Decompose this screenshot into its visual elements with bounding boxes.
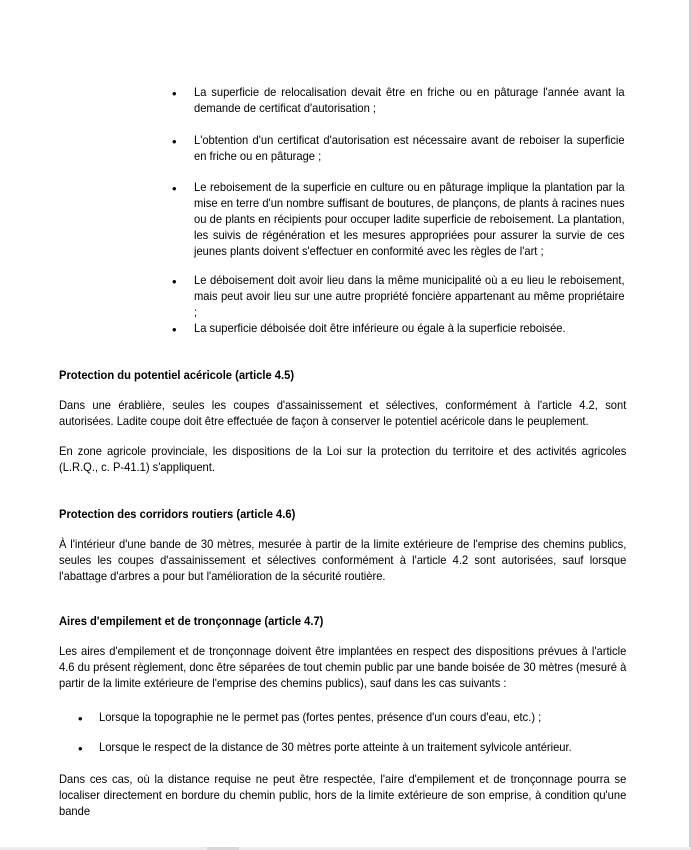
paragraph: À l'intérieur d'une bande de 30 mètres, mesurée à partir de la limite extérieure de l'emprise des chemins publics, seules les coupes d'assainissement et sélectives conformément à l'article 4.2 sont autorisées, sauf lorsque l'abattage d'arbres a pour but l'amélioration de la sécurité routière.: [59, 537, 627, 583]
bullet-marker: •: [172, 274, 177, 289]
bullet-marker: •: [78, 741, 83, 756]
list-item: Le déboisement doit avoir lieu dans la même municipalité où a eu lieu le reboisement, mais peut avoir lieu sur une autre propriété foncière appartenant au même propriétaire ;: [194, 273, 625, 319]
list-item: L'obtention d'un certificat d'autorisation est nécessaire avant de reboiser la superficie en friche ou en pâturage ;: [194, 133, 625, 163]
bullet-marker: •: [172, 86, 177, 101]
bullet-marker: •: [172, 322, 177, 337]
list-item: Lorsque le respect de la distance de 30 mètres porte atteinte à un traitement sylvicole antérieur.: [99, 740, 572, 754]
list-item: Le reboisement de la superficie en culture ou en pâturage implique la plantation par la mise en terre d'un nombre suffisant de boutures, de plançons, de plants à racines nues ou de plants en récipients pour occuper ladite superficie de reboisement. La plantation, les suivis de régénération et les mesures appropriées pour assurer la survie de ces jeunes plants doivent s'effectuer en conformité avec les règles de l'art ;: [194, 180, 625, 258]
bullet-marker: •: [172, 134, 177, 149]
section-heading: Protection des corridors routiers (article 4.6): [59, 507, 296, 521]
list-item: Lorsque la topographie ne le permet pas (fortes pentes, présence d'un cours d'eau, etc.) ;: [99, 710, 542, 724]
paragraph: En zone agricole provinciale, les dispositions de la Loi sur la protection du territoire et des activités agricoles (L.R.Q., c. P-41.1) s'appliquent.: [59, 444, 627, 474]
section-heading: Aires d'empilement et de tronçonnage (article 4.7): [59, 614, 324, 628]
list-item: La superficie déboisée doit être inférieure ou égale à la superficie reboisée.: [194, 321, 566, 335]
paragraph: Dans une érablière, seules les coupes d'assainissement et sélectives, conformément à l'article 4.2, sont autorisées. Ladite coupe doit être effectuée de façon à conserver le potentiel acéricole dans le peuplement.: [59, 398, 627, 428]
bullet-marker: •: [78, 711, 83, 726]
bullet-marker: •: [172, 181, 177, 196]
paragraph: Les aires d'empilement et de tronçonnage doivent être implantées en respect des dispositions prévues à l'article 4.6 du présent règlement, donc être séparées de tout chemin public par une bande boisée de 30 mètres (mesuré à partir de la limite extérieure de l'emprise des chemins publics), sauf dans les cas suivants :: [59, 644, 627, 690]
list-item: La superficie de relocalisation devait être en friche ou en pâturage l'année avant la demande de certificat d'autorisation ;: [194, 85, 625, 115]
paragraph: Dans ces cas, où la distance requise ne peut être respectée, l'aire d'empilement et de tronçonnage pourra se localiser directement en bordure du chemin public, hors de la limite extérieure de son emprise, à condition qu'une bande: [59, 772, 627, 818]
section-heading: Protection du potentiel acéricole (article 4.5): [59, 368, 295, 382]
